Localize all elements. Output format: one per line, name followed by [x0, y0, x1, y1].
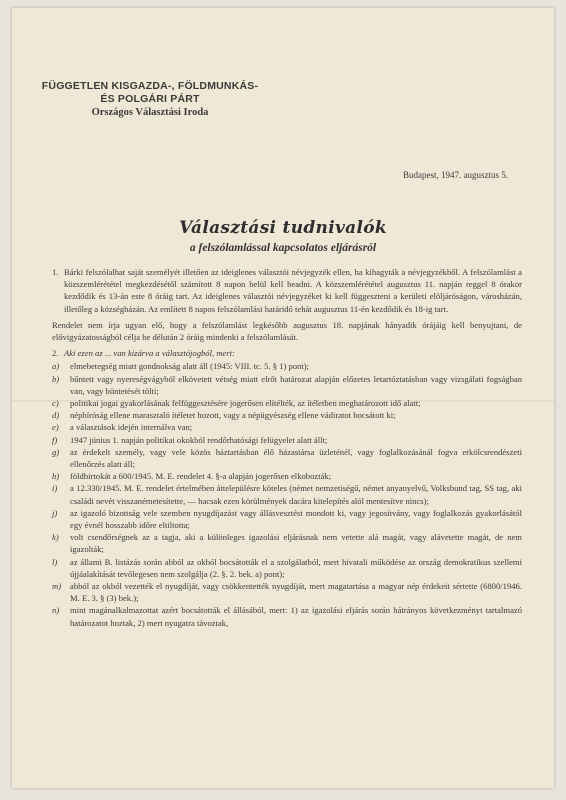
paragraph-2: Rendelet nem írja ugyan elő, hogy a felszólamlást legkésőbb augusztus 18. napjának hányadik órájáig kell benyujtani, de elővigyázatosságból célja be délután 2 óráig mindenki a felszólamlását.: [52, 319, 522, 343]
section-1-text: Bárki felszólalhat saját személyét illetően az ideiglenes választói névjegyzék ellen, ha kihagyták a névjegyzékből. A felszólamlást a közszemlérététel megkezdésétől számított 8 napon belül kell beadni. A közszemlérététel augusztus 11. napján reggel 8 órakor kezdődik és 13-án este 8 óráig tart. Az ideiglenes választói névjegyzéket ki kell függeszteni a kerületi elöljáróságon, városházán, illetőleg a községházán. Az említett 8 napos felszólamlási határidő tehát augusztus 11-én kezdődik és 18-ig tart.: [64, 267, 522, 314]
list-item: b) bűntett vagy nyereségvágyból elkövetett vétség miatt elrőt határozat alapján előzetes letartóztatásban vagy vizsgálati fogságban van, vagy büntetését tölti;: [52, 373, 522, 396]
list-item: n) mint magánalkalmazottat azért bocsátották el állásából, mert: 1) az igazolási eljárás során hátrányos következményt tartalmazó határozatot hoztak, 2) mert nyugatra távoztak,: [52, 605, 522, 628]
list-item: g) az érdekelt személy, vagy vele közös háztartásban élő házastársa üzleténél, vagy foglalkozásánál fogva erkölcsrendészeti ellenőrzés alatt áll;: [52, 446, 522, 470]
list-item: d) népbíróság ellene marasztaló ítéletet hozott, vagy a népügyészség ellene vádiratot bocsátott ki;: [52, 410, 396, 421]
document-subtitle: a felszólamlással kapcsolatos eljárásról: [189, 242, 377, 254]
document-body: [52, 266, 522, 629]
party-name-line1: FÜGGETLEN KISGAZDA-, FÖLDMUNKÁS-: [41, 80, 259, 92]
document-title: Választási tudnivalók: [179, 218, 387, 238]
party-name-line2: ÉS POLGÁRI PÁRT: [100, 93, 200, 105]
section-1-label: 1.: [52, 267, 59, 277]
office-name: Országos Választási Iroda: [91, 107, 209, 118]
list-item: m) abból az okból vezették el nyugdíját, vagy csökkentették nyugdíját, mert magatartása a magyar nép érdekeit sértette (6800/1946. M. E. 3. § (3) bek.);: [52, 581, 522, 604]
document-sheet: [12, 8, 554, 788]
section-2-intro-text: Aki ezen az ... van kizárva a választójogból, mert:: [64, 348, 235, 359]
list-item: e) a választások idején internálva van;: [52, 422, 193, 433]
list-item: i) a 12.330/1945. M. E. rendelet értelmében áttelepülésre köteles (német nemzetiségű, német anyanyelvű, Volksbund tag, SS tag, aki családi nevét visszanémetesítette, — hacsak ezen körülmények dacára kitelepítés alól mentesítve nincs);: [52, 483, 522, 506]
list-item: l) az állami B. listázás során abból az okból bocsátották el a szolgálatból, mert hivatali működése az ország demokratikus szellemi újjáalakítását tevőlegesen nem szolgálja (2. §. 2. bek. a) pont);: [52, 556, 522, 579]
section-1: [52, 266, 522, 315]
list-item: k) volt csendőrségnek az a tagja, aki a különleges igazolási eljárásnak nem vetette alá magát, vagy alávetette magát, de nem igazolták;: [52, 532, 522, 555]
list-item: a) elmebetegség miatt gondnokság alatt áll (1945: VIII. tc. 5. § 1) pont);: [52, 361, 309, 372]
list-item: c) politikai jogai gyakorlásának felfüggesztésére jogerősen elítélték, az ítéletben meghatározott idő alatt;: [52, 398, 421, 409]
section-2-intro: [52, 347, 522, 359]
disqualification-list: [52, 360, 522, 628]
list-item: j) az igazoló bizottság vele szemben nyugdíjazást vagy állásvesztést mondott ki, vagy jegosítvány, vagy foglalkozás gyakorlásától egy évnél hosszabb időre eltiltotta;: [52, 507, 522, 531]
party-header: [30, 80, 270, 120]
list-item: h) földbirtokát a 600/1945. M. E. rendelet 4. §-a alapján jogerősen elkobozták;: [52, 471, 332, 482]
place-date: Budapest, 1947. augusztus 5.: [403, 170, 508, 180]
list-item: f) 1947 június 1. napján politikai okokból rendőrhatósági felügyelet alatt állt;: [52, 434, 328, 445]
section-2-label: 2.: [52, 348, 59, 359]
